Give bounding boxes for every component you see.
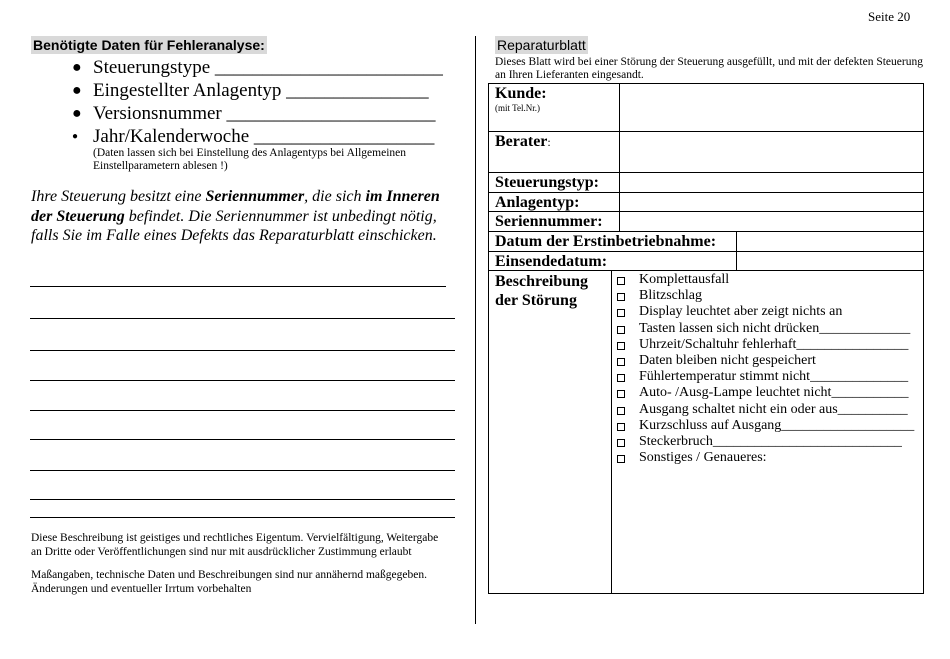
repair-form [488,83,924,594]
form-row-advisor [489,132,923,173]
advisor-label: Berater: [495,133,551,150]
bullet-icon: ● [72,82,82,99]
writing-line [30,470,455,471]
page-number: Seite 20 [868,9,911,24]
required-data-list [72,56,472,172]
customer-label: Kunde: (mit Tel.Nr.) [495,85,547,113]
checkbox-icon[interactable] [617,423,625,431]
writing-line [30,350,455,351]
form-row-serial-number [489,212,923,232]
checkbox-icon[interactable] [617,374,625,382]
list-item [72,79,472,102]
checkbox-icon[interactable] [617,309,625,317]
checkbox-icon[interactable] [617,326,625,334]
writing-line [30,380,455,381]
serial-number-emphasis: Seriennummer [205,188,305,205]
send-date-label: Einsendedatum: [495,253,608,270]
serial-number-paragraph: Ihre Steuerung besitzt eine Seriennummer, die sich im Inneren der Steuerung befindet. Die Seriennummer ist unbedingt nötig, falls Sie im Falle eines Defekts das Reparaturblatt einschicken. [31,188,440,244]
checkbox-icon[interactable] [617,390,625,398]
defect-option[interactable]: Tasten lassen sich nicht drücken_____________ [617,321,917,337]
checkbox-icon[interactable] [617,342,625,350]
defect-option[interactable]: Ausgang schaltet nicht ein oder aus__________ [617,402,917,418]
checkbox-icon[interactable] [617,358,625,366]
required-data-note: (Daten lassen sich bei Einstellung des Anlagentyps bei Allgemeinen Einstellparametern ablesen !) [93,147,406,172]
required-item-version: Versionsnummer ______________________ [93,103,436,124]
list-item [72,56,472,79]
commissioning-date-label: Datum der Erstinbetriebnahme: [495,233,717,250]
bullet-icon: ● [72,59,82,76]
copyright-notice [31,532,451,606]
required-item-system-type: Eingestellter Anlagentyp _______________ [93,80,429,101]
writing-line [30,517,455,518]
defect-option[interactable]: Blitzschlag [617,288,917,304]
form-row-system-type [489,193,923,212]
serial-number-label: Seriennummer: [495,213,603,230]
checkbox-icon[interactable] [617,277,625,285]
form-row-commissioning-date [489,232,923,252]
checkbox-icon[interactable] [617,407,625,415]
inside-controller-emphasis: im Inneren der Steuerung [31,188,440,225]
defect-checklist [617,272,917,466]
form-row-controller-type [489,173,923,193]
bullet-icon: ● [72,131,79,142]
required-item-year-week: Jahr/Kalenderwoche ___________________ [93,126,435,147]
list-item [72,125,472,148]
defect-option[interactable]: Auto- /Ausg-Lampe leuchtet nicht___________ [617,385,917,401]
defect-option[interactable]: Sonstiges / Genaueres: [617,450,917,466]
copyright-paragraph: Diese Beschreibung ist geistiges und rechtliches Eigentum. Vervielfältigung, Weitergabe an Dritte oder Veröffentlichungen sind nur mit ausdrücklicher Zustimmung erlaubt [31,532,439,558]
defect-option[interactable]: Fühlertemperatur stimmt nicht______________ [617,369,917,385]
fault-description-label: Beschreibung der Störung [495,273,589,309]
system-type-label: Anlagentyp: [495,194,580,211]
bullet-icon: ● [72,105,82,122]
required-item-controller-type: Steuerungstype ________________________ [93,57,443,78]
writing-line [30,439,455,440]
repair-sheet-heading: Reparaturblatt [497,37,586,53]
defect-option[interactable]: Display leuchtet aber zeigt nichts an [617,304,917,320]
disclaimer-paragraph: Maßangaben, technische Daten und Beschreibungen sind nur annähernd maßgegeben. Änderungen und eventueller Irrtum vorbehalten [31,569,427,595]
form-row-send-date [489,252,923,271]
customer-sublabel: (mit Tel.Nr.) [495,103,540,113]
column-divider [475,36,476,624]
defect-option[interactable]: Kurzschluss auf Ausgang___________________ [617,418,917,434]
writing-line [30,410,455,411]
controller-type-label: Steuerungstyp: [495,174,600,191]
repair-sheet-intro: Dieses Blatt wird bei einer Störung der Steuerung ausgefüllt, und mit der defekten Steuerung an Ihren Lieferanten eingesandt. [495,56,923,81]
defect-option[interactable]: Komplettausfall [617,272,917,288]
defect-option[interactable]: Steckerbruch___________________________ [617,434,917,450]
checkbox-icon[interactable] [617,439,625,447]
list-item [72,102,472,125]
defect-option[interactable]: Daten bleiben nicht gespeichert [617,353,917,369]
writing-line [30,286,446,287]
form-row-customer [489,84,923,132]
checkbox-icon[interactable] [617,293,625,301]
writing-line [30,499,455,500]
checkbox-icon[interactable] [617,455,625,463]
defect-option[interactable]: Uhrzeit/Schaltuhr fehlerhaft________________ [617,337,917,353]
fault-analysis-heading: Benötigte Daten für Fehleranalyse: [33,37,265,53]
writing-line [30,318,455,319]
